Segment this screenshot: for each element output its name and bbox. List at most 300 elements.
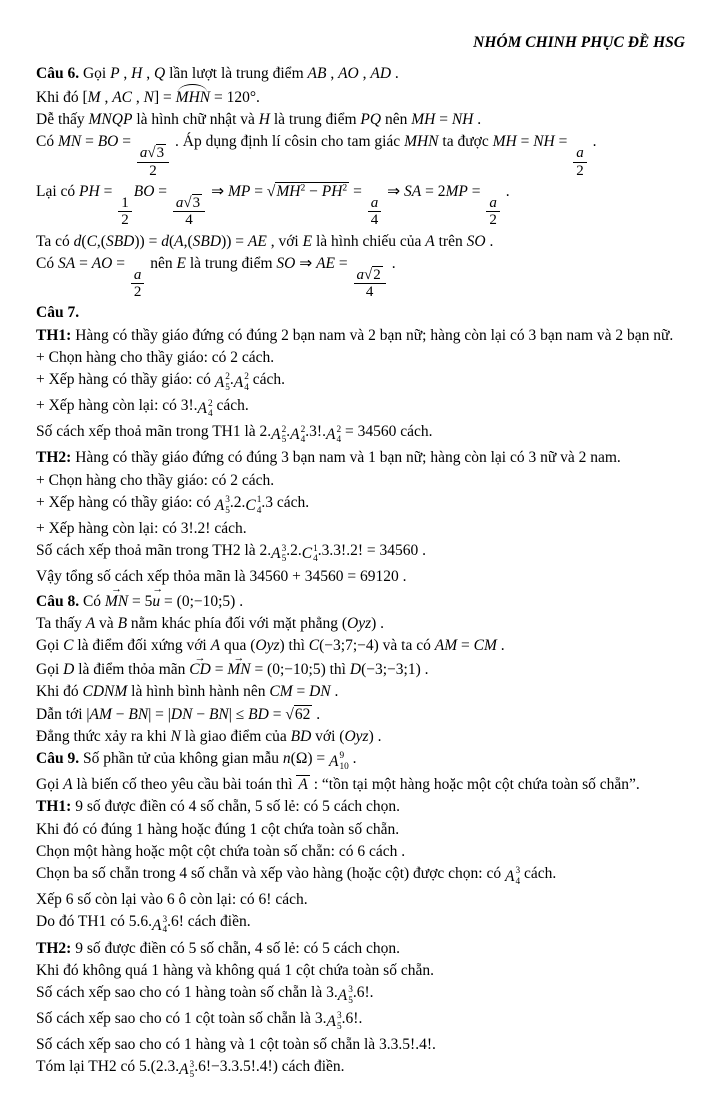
text-run: . [312,705,321,723]
bold-run: TH2: [36,939,72,957]
math-variable: A [504,868,515,886]
doc-line-27 [36,774,687,796]
text-run: ta được [438,133,493,151]
math-variable: C [245,497,256,514]
text-run: )) = [134,232,162,250]
math-variable: NH [533,133,555,151]
math-sub-sup [329,751,349,772]
doc-line-21 [36,635,687,657]
bold-run: TH2: [36,449,72,467]
doc-line-14 [36,469,687,491]
doc-line-31 [36,863,687,889]
text-run: = [457,637,474,654]
text-run: cách. [248,371,286,389]
math-variable: MP [227,182,251,200]
math-variable: AC [112,88,133,106]
text-run: Lại có [36,182,80,200]
text-run: = [112,254,129,272]
doc-line-8 [36,324,687,346]
text-run: = [210,661,228,679]
text-run: Khi đó có đúng 1 hàng hoặc đúng 1 cột chứa toàn số chẵn. [36,820,400,838]
radicand [275,182,349,200]
text-run: ( [168,232,175,250]
text-run: (Ω) = [290,750,330,768]
superscript: 2 [300,424,306,435]
text-run: ⇒ [207,182,228,200]
text-run: = [349,182,366,200]
text-run: là biến cố theo yêu cầu bài toán thì [72,776,297,794]
math-variable: SA [403,182,422,200]
doc-line-38 [36,1034,687,1056]
radicand [156,144,167,161]
square-root [364,266,383,283]
vector-notation: MN → [227,660,250,679]
doc-line-26 [36,748,687,774]
math-sub-sup [152,915,167,936]
text-run: 4 [370,212,379,229]
text-run: 2 [489,212,497,229]
text-run: . [387,254,396,272]
text-run: Khi đó [36,88,83,106]
math-variable: BD [248,705,269,723]
subscript: 5 [337,1021,342,1032]
numerator [173,195,205,212]
math-variable: CM [269,683,293,701]
text-run: cách. [212,397,249,415]
math-variable: AD [370,64,392,82]
doc-line-39 [36,1056,687,1082]
text-run: − [192,705,209,723]
text-run: = [250,182,267,200]
text-run: = [335,254,352,272]
text-run: Ta thấy [36,614,86,632]
math-sub-sup [290,425,305,446]
text-run: − [305,182,322,200]
math-variable: MH [276,182,301,200]
superscript: 2 [208,398,213,409]
text-run: Có [79,592,105,610]
text-run: .2. [229,493,246,511]
math-variable: BN [128,705,149,723]
math-variable: N [143,88,154,106]
text-run: Tóm lại TH2 có 5.( [36,1058,156,1076]
radical-sign: √ [364,267,373,284]
text-run: 4 [365,284,374,301]
text-run: = [467,182,485,200]
math-variable: AO [91,254,113,272]
math-variable: NH [451,110,474,128]
text-run: Do đó TH1 có 5.6. [36,913,152,931]
text-run: Dẫn tới | [36,705,90,723]
math-variable: PQ [360,110,382,128]
doc-line-30 [36,840,687,862]
math-variable: d [73,232,82,250]
math-sub-sup [327,1011,342,1032]
text-run: nên [381,110,412,128]
math-sub-sup [338,985,353,1006]
text-run: là giao điểm của [180,727,291,745]
doc-line-35 [36,959,687,981]
vector-notation: MN → [105,592,128,611]
doc-line-25 [36,725,687,747]
text-run: .2. [286,542,302,560]
text-run: Có [36,254,58,272]
text-run: , [119,64,132,82]
text-run: ] = [154,88,176,106]
subscript: 4 [300,435,306,446]
math-variable: A [179,1061,189,1079]
document-body [36,62,687,1082]
math-variable: B [117,614,128,632]
subscript: 4 [336,435,342,446]
math-sub-sup [505,866,520,887]
text-run: − [111,705,129,723]
text-run: ) . [368,727,382,745]
math-variable: a [576,145,584,162]
text-run: . [485,232,494,250]
text-run: với ( [311,727,345,745]
angle-arc-notation: MHN [176,86,210,107]
text-run: 2.3. [155,1058,180,1076]
math-variable: AM [89,705,112,723]
superscript: 1 [256,495,262,506]
math-variable: SA [57,254,76,272]
denominator [131,284,145,300]
text-run: 1 [121,195,129,212]
text-run: Số cách xếp sao cho có 1 hàng toàn số chẵn là 3. [36,983,338,1001]
text-run: . [229,371,234,389]
superscript: 1 [313,543,318,554]
text-run: Số cách xếp sao cho có 1 hàng và 1 cột toàn số chẵn là 3.3.5!.4!. [36,1036,436,1054]
fraction [135,145,171,178]
text-run: Số phần tử của không gian mẫu [79,750,283,768]
vector-notation: u → [152,592,160,611]
text-run: nên [146,254,177,272]
text-run: + Xếp hàng có thầy giáo: có [36,371,215,389]
text-run: Chọn ba số chẵn trong 4 số chẵn và xếp vào hàng (hoặc cột) được chọn: có [36,865,505,883]
text-run: . [588,133,597,151]
math-variable: AO [338,64,359,82]
text-run: là điểm thỏa mãn [74,661,190,679]
text-run: . [501,182,510,200]
text-run: , [358,64,371,82]
math-variable: BO [133,182,155,200]
text-run: .3.3!.2! = 34560 . [317,542,426,560]
math-variable: BD [290,727,312,745]
doc-line-37 [36,1008,687,1034]
math-variable: AM [434,637,458,654]
text-run: = [292,683,310,701]
math-variable: A [233,374,244,392]
math-variable: D [63,661,75,679]
math-variable: C [308,637,320,654]
text-run: , [142,64,154,82]
doc-line-2 [36,108,687,130]
text-run: (−3;−3;1) . [361,661,429,679]
math-variable: BN [208,705,229,723]
doc-line-34 [36,937,687,959]
text-run: = 120°. [210,88,260,106]
text-run: )) = [221,232,248,250]
text-run: ( [81,232,87,250]
math-variable: Oyz [347,614,372,632]
math-variable: AE [247,232,267,250]
math-variable: E [302,232,313,250]
text-run: lần lượt là trung điểm [165,64,308,82]
square-root [267,182,349,200]
math-variable: A [325,426,336,444]
doc-line-1 [36,84,687,108]
fraction [129,267,147,300]
bold-run: TH1: [36,326,72,344]
text-run: Gọi [36,637,64,654]
document-header-title: NHÓM CHINH PHỤC ĐỀ HSG [473,34,685,51]
subscript: 5 [348,995,353,1006]
numerator [573,145,587,162]
denominator [573,163,587,179]
bold-run: Câu 7. [36,304,80,322]
text-run: (−3;7;−4) và ta có [319,637,435,654]
text-run: = [154,182,171,200]
subscript: 5 [225,505,230,516]
radicand [192,194,203,211]
fraction [484,195,502,228]
doc-line-3 [36,131,687,181]
text-run: = (0;−10;5) . [160,592,244,610]
square-root [147,144,166,161]
math-variable: A [210,637,221,654]
text-run: 3 [192,195,201,212]
text-run: ( [341,614,348,632]
math-variable: SO [466,232,486,250]
doc-line-29 [36,818,687,840]
superscript: 3 [225,495,230,506]
math-variable: SO [276,254,296,272]
math-variable: E [176,254,186,272]
math-sub-sup [326,425,341,446]
text-run: | = | [148,705,171,723]
math-variable: a [175,195,184,212]
text-run: + Chọn hàng cho thầy giáo: có 2 cách. [36,471,275,489]
superscript: 3 [348,985,353,996]
text-run: , [132,88,144,106]
text-run: .3!. [305,423,326,441]
math-variable: a [139,145,148,162]
text-run: qua ( [220,637,256,654]
text-run: 62 [294,705,311,723]
text-run: . [286,423,291,441]
fraction [116,195,134,228]
subscript: 10 [339,761,349,772]
superscript: 2 [244,372,249,383]
text-run: 2 [133,284,142,301]
radicand [294,705,313,723]
text-run: + Xếp hàng còn lại: có 3!. [36,397,198,415]
math-variable: SBD [105,232,135,250]
vector-notation: CD → [189,660,211,679]
math-variable: MH [411,110,436,128]
superscript: 3 [162,914,168,925]
text-run: 9 số được điền có 5 số chẵn, 4 số lẻ: có 5 cách chọn. [71,939,400,957]
math-variable: d [161,232,169,250]
math-variable: M [87,88,101,106]
subscript: 5 [281,553,287,564]
doc-line-16 [36,518,687,540]
math-variable: CDNM [82,683,128,701]
text-run: Khi đó không quá 1 hàng và không quá 1 cột chứa toàn số chẵn. [36,961,434,979]
text-run: .3 cách. [261,493,310,511]
subscript: 5 [189,1070,195,1081]
superscript: 2 [336,424,342,435]
text-run: = [554,133,572,151]
overline-notation: A [298,776,308,794]
subscript: 4 [208,408,213,419]
math-variable: A [290,426,300,444]
fraction [171,195,207,228]
math-variable: A [329,753,339,771]
text-run: = [99,182,117,200]
denominator [486,212,500,228]
text-run: . [391,64,399,82]
superscript: 3 [515,866,521,877]
math-variable: MH [492,133,517,151]
text-run: ) [272,1058,278,1076]
text-run: Gọi [36,661,64,679]
subscript: 5 [281,435,287,446]
text-run: Có [36,133,58,151]
text-run: và [95,614,118,632]
square-root [285,705,312,723]
text-run: . [348,750,357,768]
math-variable: PH [321,182,343,200]
text-run: là hình bình hành nên [127,683,270,701]
text-run: Vậy tổng số cách xếp thỏa mãn là 34560 + 34560 = 69120 . [36,568,407,586]
math-variable: CM [473,637,497,654]
text-run: = 2 [421,182,446,200]
math-variable: Oyz [344,727,369,745]
doc-line-20 [36,612,687,634]
text-run: 3 [156,145,165,162]
doc-line-19 [36,588,687,612]
math-variable: D [349,661,362,679]
doc-line-23 [36,681,687,703]
text-run: . Áp dụng định lí côsin cho tam giác [171,133,405,151]
text-run: [ [82,88,88,106]
text-run: = 34560 cách. [341,423,433,441]
math-sub-sup [234,372,249,393]
text-run: Gọi [79,64,111,82]
radical-sign: √ [183,195,192,212]
doc-line-13 [36,447,687,469]
text-run: Ta có [36,232,74,250]
text-run: .6!. [341,1010,363,1028]
text-run: Khi đó [36,683,83,701]
math-sub-sup [215,495,230,516]
text-run: : “tồn tại một hàng hoặc một cột chứa toàn số chẵn”. [309,776,640,794]
sub-sup-stack [339,751,348,772]
math-variable: H [258,110,270,128]
subscript: 4 [313,553,318,564]
text-run: = [516,133,534,151]
math-sub-sup [198,399,213,420]
math-variable: DN [170,705,193,723]
numerator [131,267,145,284]
math-variable: MHN [404,133,439,151]
text-run: + Xếp hàng có thầy giáo: có [36,493,215,511]
text-run: ⇒ [295,254,317,272]
text-run: ,( [96,232,106,250]
doc-line-9 [36,346,687,368]
math-variable: DN [309,683,331,701]
denominator [118,212,132,228]
math-variable: C [301,545,313,563]
superscript: 2 [300,182,306,194]
math-variable: A [271,426,281,444]
math-variable: P [110,64,120,82]
math-variable: C [86,232,97,250]
doc-line-15 [36,491,687,517]
numerator [118,195,132,212]
superscript: 2 [281,424,287,435]
math-variable: a [489,195,497,212]
math-sub-sup [215,372,230,393]
text-run: 2 [149,162,157,179]
text-run: = 5 [128,592,153,610]
text-run: = [435,110,452,128]
text-run: Số cách xếp thoả mãn trong TH2 là 2. [36,542,272,560]
text-run: Số cách xếp thoả mãn trong TH1 là 2. [36,423,272,441]
superscript: 3 [337,1011,342,1022]
doc-line-0 [36,62,687,84]
text-run: . [330,683,339,701]
text-run: 4 [185,212,193,229]
text-run: nằm khác phía đối với mặt phẳng [127,614,342,632]
text-run: .6!−3.3.5!.4! [194,1058,273,1076]
numerator [137,145,169,162]
doc-line-33 [36,911,687,937]
radicand [372,266,383,283]
subscript: 4 [244,382,249,393]
doc-line-11 [36,395,687,421]
text-run: Dễ thấy [36,110,89,128]
text-run: . [496,637,505,654]
radical-sign: √ [147,145,156,162]
subscript: 4 [256,505,262,516]
text-run: . [473,110,482,128]
subscript: 4 [515,876,521,887]
superscript: 3 [189,1059,195,1070]
superscript: 2 [342,182,348,194]
math-variable: H [131,64,143,82]
math-variable: A [214,497,225,514]
text-run: = [81,133,98,151]
text-run: .6! cách điền. [167,913,251,931]
radical-sign: √ [285,705,294,723]
text-run: ) thì [279,637,309,654]
math-variable: MNQP [88,110,133,128]
text-run: = [268,705,286,723]
doc-line-10 [36,369,687,395]
math-variable: A [326,1013,337,1031]
text-run: cách điền. [277,1058,345,1076]
math-variable: A [151,916,162,934]
doc-line-18 [36,566,687,588]
math-variable: AE [316,254,336,272]
numerator [486,195,500,212]
text-run: , [326,64,339,82]
text-run: Gọi [36,776,64,794]
bold-run: Câu 8. [36,592,80,610]
